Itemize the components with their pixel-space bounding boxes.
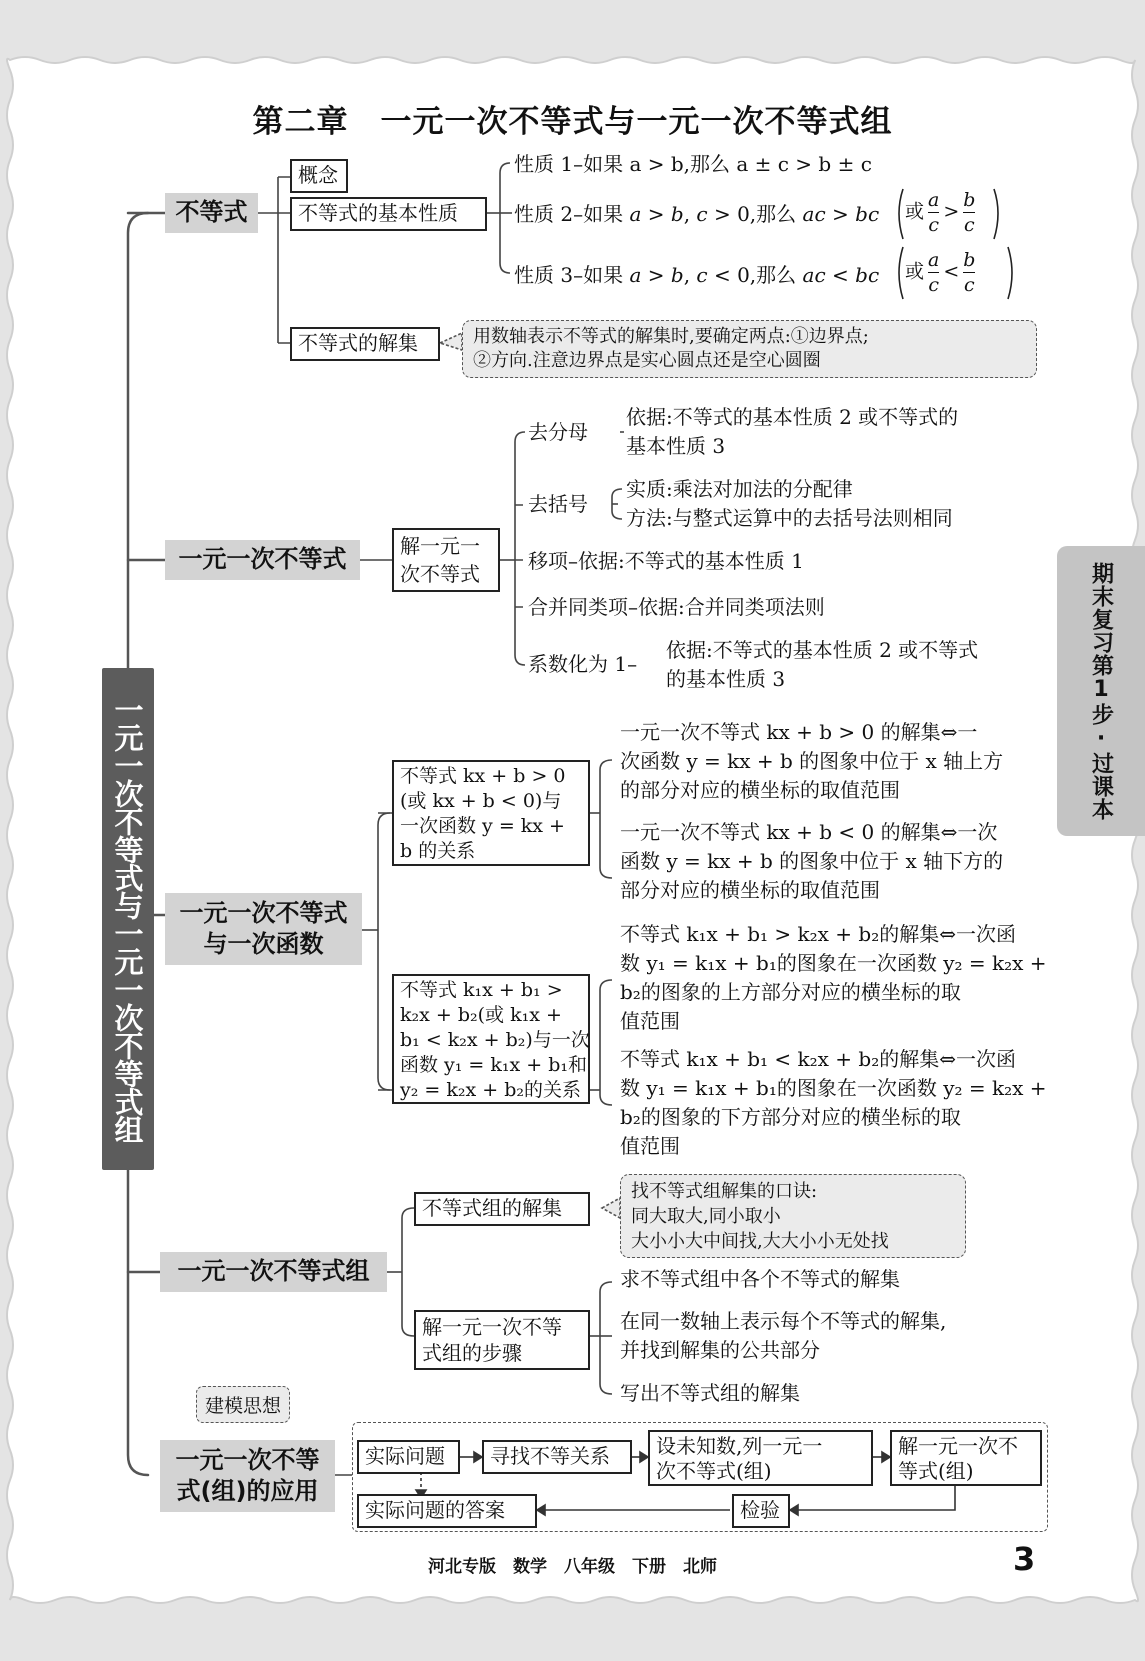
step-combine-like-terms: 合并同类项–依据:合并同类项法则 <box>528 595 825 619</box>
property-1: 性质 1–如果 a > b,那么 a ± c > b ± c <box>514 152 872 176</box>
tag-modeling-idea: 建模思想 <box>196 1386 290 1423</box>
category-inequality-system: 一元一次不等式组 <box>160 1252 387 1292</box>
step-move-terms: 移项–依据:不等式的基本性质 1 <box>528 549 804 573</box>
category-linear-inequality: 一元一次不等式 <box>165 540 360 580</box>
step-brackets-method: 方法:与整式运算中的去括号法则相同 <box>626 506 953 530</box>
flow-find-relation: 寻找不等关系 <box>482 1440 632 1474</box>
step-remove-denominator-basis: 依据:不等式的基本性质 2 或不等式的 基本性质 3 <box>626 405 959 458</box>
node-system-solution-set: 不等式组的解集 <box>414 1192 590 1226</box>
flow-verify: 检验 <box>732 1494 790 1528</box>
category-inequality-function: 一元一次不等式 与一次函数 <box>165 893 362 965</box>
footer-edition: 河北专版 数学 八年级 下册 北师 <box>428 1557 717 1577</box>
step-coefficient-basis: 依据:不等式的基本性质 2 或不等式 的基本性质 3 <box>666 638 979 691</box>
step-remove-denominator: 去分母 <box>528 420 588 444</box>
property-3: 性质 3–如果 a > b, c < 0,那么 ac < bc <box>514 263 880 287</box>
side-tab[interactable]: 期末复习第1步·过课本 <box>1057 546 1145 836</box>
step-remove-brackets: 去括号 <box>528 492 588 516</box>
note-number-line: 用数轴表示不等式的解集时,要确定两点:①边界点; ②方向.注意边界点是实心圆点还是空心圆圈 <box>462 320 1037 378</box>
relation-above-graph: 不等式 k₁x + b₁ > k₂x + b₂的解集⇔一次函 数 y₁ = k₁x + b₁的图象在一次函数 y₂ = k₂x + b₂的图象的上方部分对应的横坐标的取 值范围 <box>620 922 1047 1033</box>
flow-real-problem: 实际问题 <box>357 1440 460 1474</box>
relation-below-axis: 一元一次不等式 kx + b < 0 的解集⇔一次 函数 y = kx + b 的图象中位于 x 轴下方的 部分对应的横坐标的取值范围 <box>620 820 1004 902</box>
system-step-2: 在同一数轴上表示每个不等式的解集, 并找到解集的公共部分 <box>620 1309 947 1362</box>
category-inequality: 不等式 <box>165 193 258 233</box>
category-application: 一元一次不等 式(组)的应用 <box>160 1440 335 1512</box>
flow-set-unknown: 设未知数,列一元一 次不等式(组) <box>648 1430 873 1486</box>
page-number: 3 <box>1013 1540 1036 1578</box>
node-two-functions-relation: 不等式 k₁x + b₁ > k₂x + b₂(或 k₁x + b₁ < k₂x + b₂)与一次 函数 y₁ = k₁x + b₁和 y₂ = k₂x + b₂的关系 <box>392 974 590 1104</box>
chapter-title: 第二章 一元一次不等式与一元一次不等式组 <box>252 104 893 140</box>
property-2-fraction: 或 $\frac{a}{c}$ > $\frac{b}{c}$ <box>905 189 976 236</box>
node-concept: 概念 <box>290 159 348 193</box>
node-system-steps: 解一元一次不等 式组的步骤 <box>414 1310 590 1370</box>
system-step-1: 求不等式组中各个不等式的解集 <box>620 1267 900 1291</box>
flow-solve: 解一元一次不 等式(组) <box>890 1430 1042 1486</box>
note-rhyme: 找不等式组解集的口诀: 同大取大,同小取小 大小小大中间找,大大小小无处找 <box>620 1174 966 1258</box>
step-coefficient-to-one: 系数化为 1– <box>528 652 638 676</box>
flow-answer: 实际问题的答案 <box>357 1494 537 1528</box>
step-brackets-essence: 实质:乘法对加法的分配律 <box>626 477 853 501</box>
node-kx-b-relation: 不等式 kx + b > 0 (或 kx + b < 0)与 一次函数 y = kx + b 的关系 <box>392 760 590 866</box>
relation-below-graph: 不等式 k₁x + b₁ < k₂x + b₂的解集⇔一次函 数 y₁ = k₁x + b₁的图象在一次函数 y₂ = k₂x + b₂的图象的下方部分对应的横坐标的取 值范围 <box>620 1047 1047 1158</box>
property-2: 性质 2–如果 a > b, c > 0,那么 ac > bc <box>514 202 880 226</box>
system-step-3: 写出不等式组的解集 <box>620 1381 800 1405</box>
root-topic: 一元一次不等式与一元一次不等式组 <box>102 668 154 1170</box>
node-solve-linear: 解一元一 次不等式 <box>392 528 500 592</box>
property-3-fraction: 或 $\frac{a}{c}$ < $\frac{b}{c}$ <box>905 249 976 296</box>
relation-above-axis: 一元一次不等式 kx + b > 0 的解集⇔一 次函数 y = kx + b 的图象中位于 x 轴上方 的部分对应的横坐标的取值范围 <box>620 720 1004 802</box>
node-basic-properties: 不等式的基本性质 <box>290 197 487 231</box>
node-solution-set: 不等式的解集 <box>290 327 440 361</box>
